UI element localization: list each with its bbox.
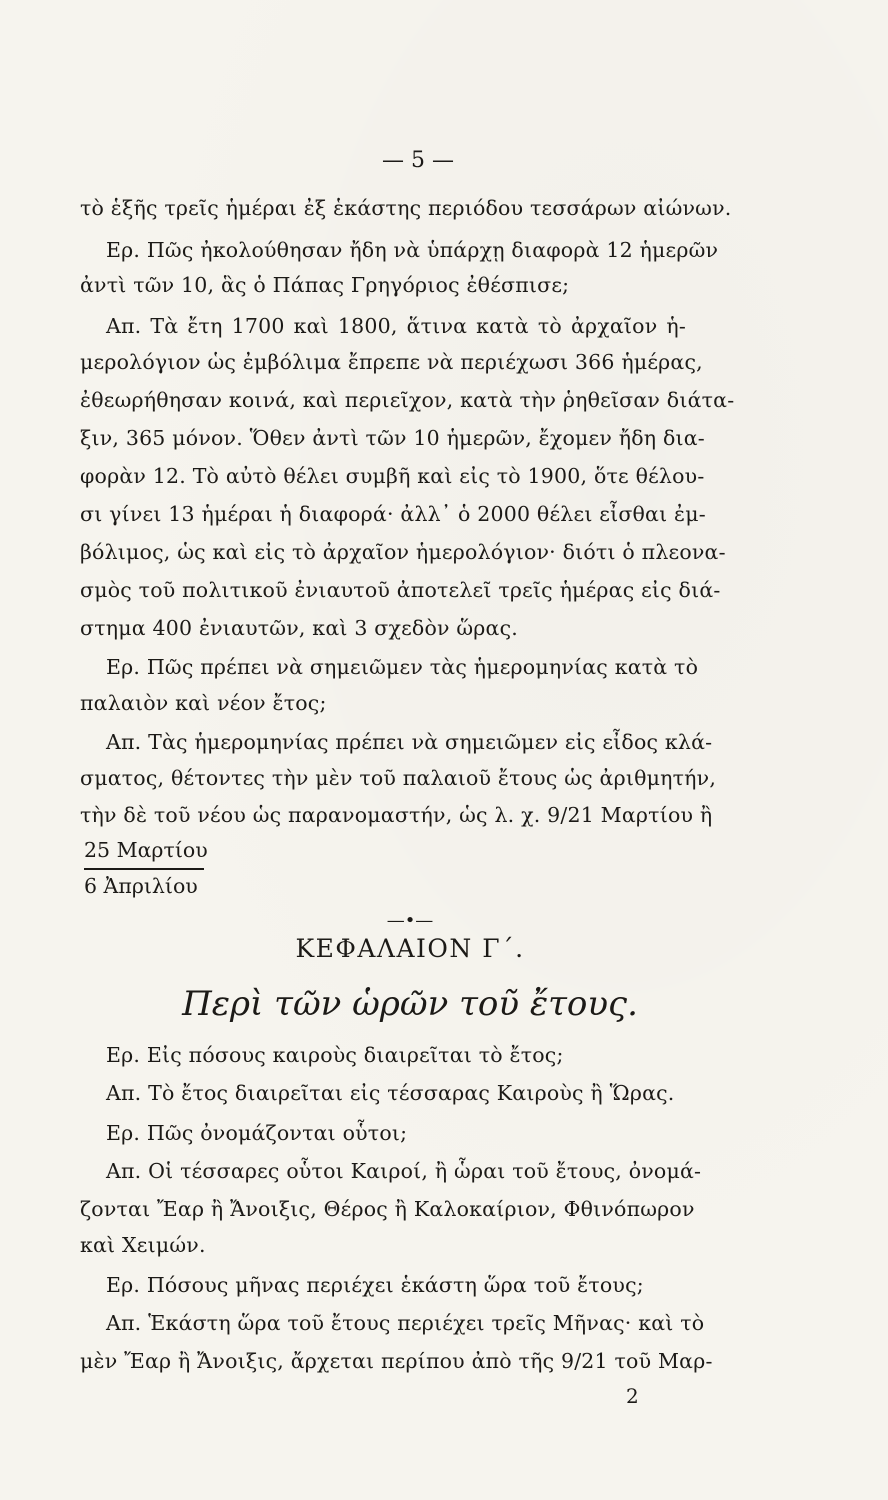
- chapter-line-7: Ερ. Πόσους μῆνας περιέχει ἑκάστη ὥρα τοῦ ἔτους;: [106, 1273, 644, 1297]
- text-line-7: ξιν, 365 μόνον. Ὅθεν ἀντὶ τῶν 10 ἡμερῶν, ἔχομεν ἤδη δια-: [80, 426, 705, 450]
- text-line-5: μερολόγιον ὡς ἐμβόλιμα ἔπρεπε νὰ περιέχωσι 366 ἡμέρας,: [80, 350, 703, 374]
- fraction-rule: [84, 868, 204, 870]
- chapter-line-9: μὲν Ἔαρ ἢ Ἄνοιξις, ἄρχεται περίπου ἀπὸ τῆς 9/21 τοῦ Μαρ-: [80, 1349, 713, 1373]
- text-line-9: σι γίνει 13 ἡμέραι ἡ διαφορά· ἀλλ᾽ ὁ 2000 θέλει εἶσθαι ἐμ-: [80, 502, 706, 526]
- text-line-1: τὸ ἑξῆς τρεῖς ἡμέραι ἐξ ἑκάστης περιόδου τεσσάρων αἰώνων.: [80, 196, 732, 220]
- text-line-13: Ερ. Πῶς πρέπει νὰ σημειῶμεν τὰς ἡμερομηνίας κατὰ τὸ: [106, 655, 699, 679]
- page-number: — 5 —: [382, 148, 454, 173]
- text-line-2: Ερ. Πῶς ἠκολούθησαν ἤδη νὰ ὑπάρχῃ διαφορὰ 12 ἡμερῶν: [106, 238, 719, 262]
- chapter-line-4: Απ. Οἱ τέσσαρες οὗτοι Καιροί, ἢ ὧραι τοῦ ἔτους, ὀνομά-: [106, 1159, 702, 1183]
- fraction-denominator: 6 Ἀπριλίου: [84, 874, 198, 898]
- text-line-14: παλαιὸν καὶ νέον ἔτος;: [80, 691, 327, 715]
- chapter-heading: ΚΕΦΑΛΑΙΟΝ Γ΄.: [295, 934, 525, 963]
- chapter-line-3: Ερ. Πῶς ὀνομάζονται οὗτοι;: [106, 1121, 408, 1145]
- text-line-15: Απ. Τὰς ἡμερομηνίας πρέπει νὰ σημειῶμεν εἰς εἶδος κλά-: [106, 730, 713, 754]
- text-line-12: στημα 400 ἐνιαυτῶν, καὶ 3 σχεδὸν ὥρας.: [80, 616, 518, 640]
- fraction-numerator: 25 Μαρτίου: [84, 838, 208, 862]
- chapter-subtitle: Περὶ τῶν ὡρῶν τοῦ ἔτους.: [182, 984, 638, 1024]
- text-line-16: σματος, θέτοντες τὴν μὲν τοῦ παλαιοῦ ἔτους ὡς ἀριθμητήν,: [80, 766, 717, 790]
- chapter-line-2: Απ. Τὸ ἔτος διαιρεῖται εἰς τέσσαρας Καιροὺς ἢ Ὥρας.: [106, 1081, 675, 1105]
- chapter-line-6: καὶ Χειμών.: [80, 1233, 206, 1257]
- signature-mark: 2: [626, 1384, 639, 1408]
- text-line-4: Απ. Τὰ ἔτη 1700 καὶ 1800, ἅτινα κατὰ τὸ ἀρχαῖον ἡ-: [106, 314, 686, 338]
- text-line-6: ἐθεωρήθησαν κοινά, καὶ περιεῖχον, κατὰ τὴν ῥηθεῖσαν διάτα-: [80, 388, 735, 412]
- chapter-line-1: Ερ. Εἰς πόσους καιροὺς διαιρεῖται τὸ ἔτος;: [106, 1043, 564, 1067]
- text-line-8: φορὰν 12. Τὸ αὐτὸ θέλει συμβῆ καὶ εἰς τὸ 1900, ὅτε θέλου-: [80, 464, 705, 488]
- text-line-17: τὴν δὲ τοῦ νέου ὡς παρανομαστήν, ὡς λ. χ. 9/21 Μαρτίου ἢ: [80, 803, 713, 827]
- chapter-ornament: —•—: [386, 910, 434, 931]
- chapter-line-5: ζονται Ἔαρ ἢ Ἄνοιξις, Θέρος ἢ Καλοκαίριον, Φθινόπωρον: [80, 1197, 695, 1221]
- text-line-11: σμὸς τοῦ πολιτικοῦ ἐνιαυτοῦ ἀποτελεῖ τρεῖς ἡμέρας εἰς διά-: [80, 578, 721, 602]
- chapter-line-8: Απ. Ἑκάστη ὥρα τοῦ ἔτους περιέχει τρεῖς Μῆνας· καὶ τὸ: [106, 1311, 705, 1335]
- text-line-3: ἀντὶ τῶν 10, ἃς ὁ Πάπας Γρηγόριος ἐθέσπισε;: [80, 273, 570, 297]
- text-line-10: βόλιμος, ὡς καὶ εἰς τὸ ἀρχαῖον ἡμερολόγιον· διότι ὁ πλεονα-: [80, 540, 726, 564]
